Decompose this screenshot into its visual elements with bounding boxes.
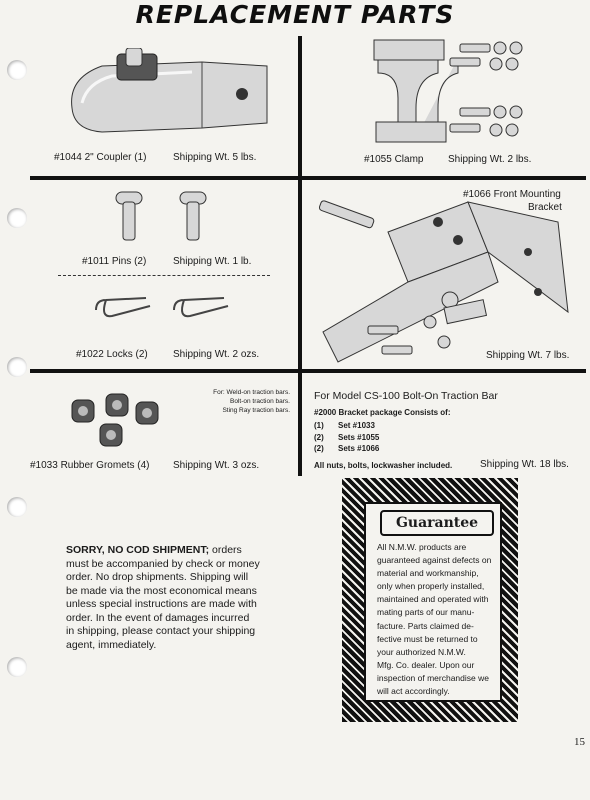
gromets-notes <box>190 388 290 415</box>
guarantee-line: inspection of merchandise we <box>377 672 489 683</box>
binder-hole <box>7 497 27 517</box>
notice-line <box>66 544 271 558</box>
divider-vertical <box>298 36 302 476</box>
guarantee-line: All N.M.W. products are <box>377 542 467 552</box>
notice-line: order. No drop shipments. Shipping will <box>66 571 249 583</box>
pins-label: #1011 Pins (2) <box>82 256 147 267</box>
package-item-text: Sets #1066 <box>338 444 380 453</box>
bracket-image <box>318 192 582 366</box>
guarantee-line: will act accordingly. <box>377 686 450 697</box>
package-item <box>314 432 379 444</box>
guarantee-line: material and workmanship, <box>377 568 479 579</box>
notice-lead-tail: orders <box>209 544 242 556</box>
page-title: REPLACEMENT PARTS <box>135 0 455 29</box>
clamp-label: #1055 Clamp <box>364 154 424 165</box>
package-item-text: Sets #1055 <box>338 432 380 442</box>
divider-horizontal <box>30 369 586 373</box>
guarantee-line: facture. Parts claimed de- <box>377 620 474 631</box>
gromets-note: Bolt-on traction bars. <box>230 398 290 405</box>
gromets-note: Sting Ray traction bars. <box>222 407 290 414</box>
guarantee-line: mating parts of our manu- <box>377 607 475 618</box>
notice-line: order. In the event of damages incurred <box>66 611 250 624</box>
guarantee-line: fective must be returned to <box>377 633 478 644</box>
notice-line: agent, immediately. <box>66 638 157 651</box>
coupler-label: #1044 2" Coupler (1) <box>54 152 147 163</box>
binder-hole <box>7 657 27 677</box>
guarantee-text <box>377 541 497 698</box>
package-heading: For Model CS-100 Bolt-On Traction Bar <box>314 390 498 402</box>
coupler-weight: Shipping Wt. 5 lbs. <box>173 152 257 163</box>
notice-line: must be accompanied by check or money <box>66 557 260 570</box>
notice-line: be made via the most economical means <box>66 584 257 597</box>
guarantee-line: guaranteed against defects on <box>377 555 492 566</box>
notice-line: unless special instructions are made with <box>66 598 257 610</box>
dashed-separator <box>58 275 270 276</box>
notice-lead: SORRY, NO COD SHIPMENT; <box>66 544 210 556</box>
divider-horizontal <box>30 176 586 180</box>
bracket-weight: Shipping Wt. 7 lbs. <box>486 350 570 361</box>
guarantee-line: maintained and operated with <box>377 594 489 605</box>
gromets-weight: Shipping Wt. 3 ozs. <box>173 460 260 471</box>
shipping-notice <box>66 544 271 652</box>
coupler-image <box>62 48 276 144</box>
package-item <box>314 443 379 455</box>
binder-hole <box>7 357 27 377</box>
gromets-image <box>66 392 176 456</box>
package-subheading: #2000 Bracket package Consists of: <box>314 408 451 417</box>
binder-hole <box>7 60 27 80</box>
pins-image <box>112 188 222 244</box>
package-item-qty: (1) <box>314 421 324 430</box>
binder-hole <box>7 208 27 228</box>
guarantee-line: only when properly installed, <box>377 581 485 592</box>
guarantee-heading: Guarantee <box>380 510 494 536</box>
package-item <box>314 420 379 432</box>
clamp-weight: Shipping Wt. 2 lbs. <box>448 154 532 165</box>
bracket-label: #1066 Front Mounting <box>463 189 561 200</box>
gromets-note: For: Weld-on traction bars. <box>213 389 290 396</box>
clamp-image <box>368 38 528 144</box>
package-items <box>314 420 379 455</box>
guarantee-line: your authorized N.M.W. <box>377 646 466 657</box>
locks-weight: Shipping Wt. 2 ozs. <box>173 349 260 360</box>
page-number: 15 <box>574 736 585 748</box>
package-item-qty: (2) <box>314 432 324 442</box>
locks-image <box>90 290 250 330</box>
locks-label: #1022 Locks (2) <box>76 349 148 360</box>
guarantee-line: Mfg. Co. dealer. Upon our <box>377 659 475 670</box>
package-weight: Shipping Wt. 18 lbs. <box>480 459 569 470</box>
gromets-label: #1033 Rubber Gromets (4) <box>30 460 150 471</box>
bracket-label-line2: Bracket <box>528 202 562 213</box>
notice-line: in shipping, please contact your shipping <box>66 625 256 637</box>
package-item-qty: (2) <box>314 444 324 453</box>
package-footer: All nuts, bolts, lockwasher included. <box>314 461 453 470</box>
package-item-text: Set #1033 <box>338 421 375 430</box>
pins-weight: Shipping Wt. 1 lb. <box>173 256 252 267</box>
